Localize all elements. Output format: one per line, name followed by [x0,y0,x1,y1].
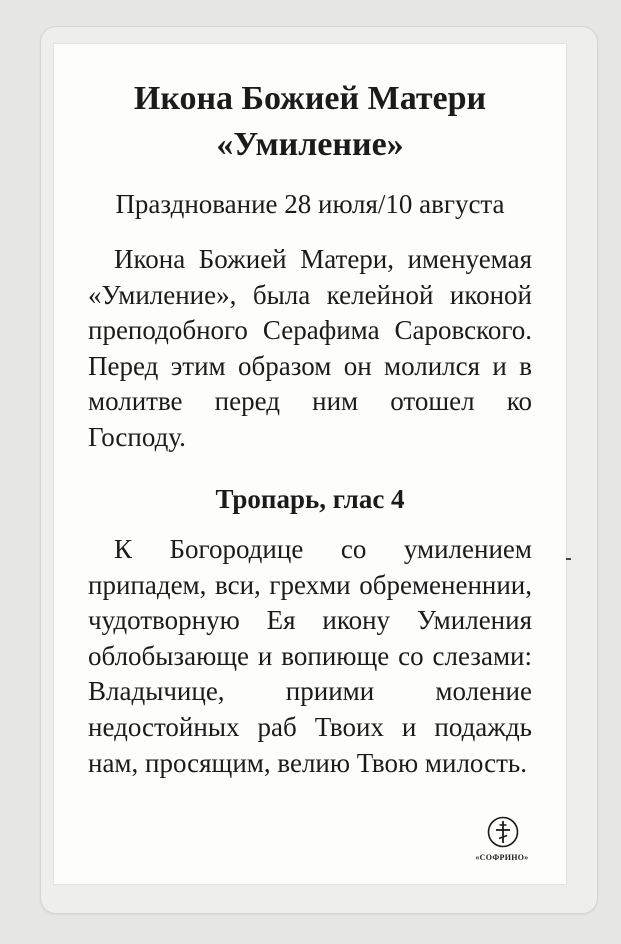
troparion-text: К Богородице со умилением припадем, вси, грехми обремененнии, чудотворную Ея икону Умиления облобызающе и вопиюще со слезами: Владычице, приими моление недостойных раб Твоих и подаждь нам, просящим, велию Твою милость. [88,534,532,778]
card-title-line-2: «Умиление» [216,126,404,163]
publisher-name: «СОФРИНО» [475,853,529,862]
card-title-line-1: Икона Божией Матери [133,80,487,117]
sleeve-edge-mark [566,558,571,560]
icon-description: Икона Божией Матери, именуемая «Умиление», была келейной иконой преподобного Серафима Саровского. Перед этим образом он молился и в молитве перед ним отошел ко Господу. [88,244,532,452]
orthodox-cross-circle-icon [487,816,519,848]
feast-date: Празднование 28 июля/10 августа [115,189,505,219]
publisher-logo [472,816,532,874]
card-title [54,76,566,168]
troparion-heading: Тропарь, глас 4 [215,484,405,514]
prayer-card [54,44,566,884]
